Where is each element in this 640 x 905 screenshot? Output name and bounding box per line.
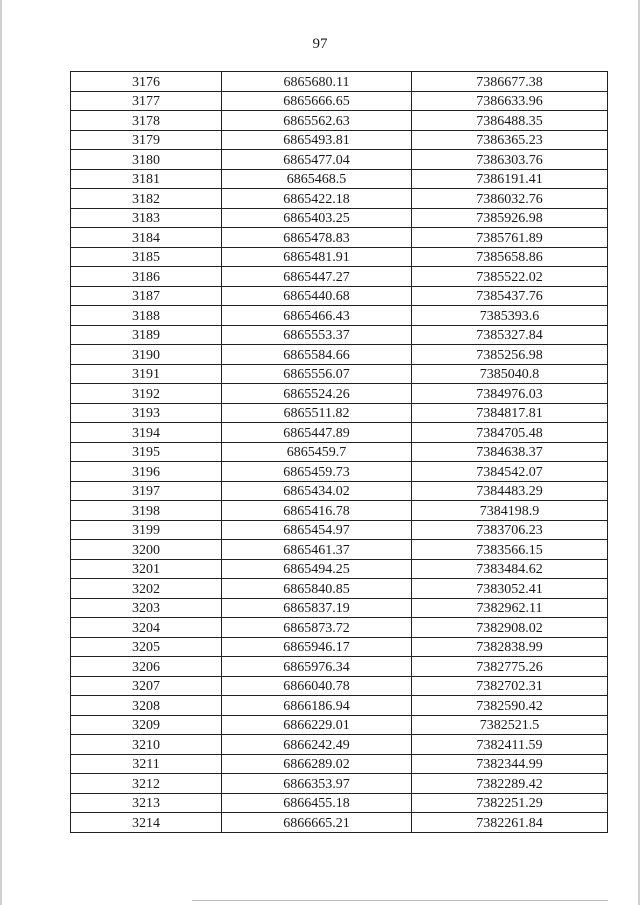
y-coordinate-cell: 7382521.5: [412, 715, 608, 735]
table-row: [71, 91, 608, 111]
table-row: [71, 520, 608, 540]
table-row: [71, 345, 608, 365]
table-row: [71, 579, 608, 599]
table-row: [71, 462, 608, 482]
y-coordinate-cell: 7383052.41: [412, 579, 608, 599]
point-number-cell: 3201: [71, 559, 222, 579]
table-row: [71, 423, 608, 443]
x-coordinate-cell: 6866186.94: [222, 696, 412, 716]
table-row: [71, 364, 608, 384]
x-coordinate-cell: 6866353.97: [222, 774, 412, 794]
point-number-cell: 3213: [71, 793, 222, 813]
table-row: [71, 130, 608, 150]
y-coordinate-cell: 7383706.23: [412, 520, 608, 540]
table-row: [71, 754, 608, 774]
table-row: [71, 735, 608, 755]
y-coordinate-cell: 7386191.41: [412, 169, 608, 189]
point-number-cell: 3176: [71, 72, 222, 92]
x-coordinate-cell: 6865946.17: [222, 637, 412, 657]
y-coordinate-cell: 7383566.15: [412, 540, 608, 560]
point-number-cell: 3193: [71, 403, 222, 423]
y-coordinate-cell: 7385393.6: [412, 306, 608, 326]
x-coordinate-cell: 6866289.02: [222, 754, 412, 774]
y-coordinate-cell: 7386633.96: [412, 91, 608, 111]
y-coordinate-cell: 7386365.23: [412, 130, 608, 150]
table-row: [71, 403, 608, 423]
point-number-cell: 3195: [71, 442, 222, 462]
x-coordinate-cell: 6865556.07: [222, 364, 412, 384]
x-coordinate-cell: 6866665.21: [222, 813, 412, 833]
y-coordinate-cell: 7382838.99: [412, 637, 608, 657]
y-coordinate-cell: 7384705.48: [412, 423, 608, 443]
point-number-cell: 3208: [71, 696, 222, 716]
x-coordinate-cell: 6866455.18: [222, 793, 412, 813]
y-coordinate-cell: 7385522.02: [412, 267, 608, 287]
y-coordinate-cell: 7382261.84: [412, 813, 608, 833]
y-coordinate-cell: 7385256.98: [412, 345, 608, 365]
x-coordinate-cell: 6865524.26: [222, 384, 412, 404]
x-coordinate-cell: 6865461.37: [222, 540, 412, 560]
y-coordinate-cell: 7382251.29: [412, 793, 608, 813]
x-coordinate-cell: 6866229.01: [222, 715, 412, 735]
point-number-cell: 3210: [71, 735, 222, 755]
table-row: [71, 481, 608, 501]
y-coordinate-cell: 7385761.89: [412, 228, 608, 248]
point-number-cell: 3198: [71, 501, 222, 521]
y-coordinate-cell: 7384976.03: [412, 384, 608, 404]
x-coordinate-cell: 6865511.82: [222, 403, 412, 423]
table-row: [71, 228, 608, 248]
y-coordinate-cell: 7382590.42: [412, 696, 608, 716]
x-coordinate-cell: 6865434.02: [222, 481, 412, 501]
point-number-cell: 3209: [71, 715, 222, 735]
x-coordinate-cell: 6865454.97: [222, 520, 412, 540]
x-coordinate-cell: 6865416.78: [222, 501, 412, 521]
table-row: [71, 696, 608, 716]
point-number-cell: 3180: [71, 150, 222, 170]
y-coordinate-cell: 7384483.29: [412, 481, 608, 501]
x-coordinate-cell: 6865403.25: [222, 208, 412, 228]
table-row: [71, 559, 608, 579]
table-row: [71, 286, 608, 306]
point-number-cell: 3205: [71, 637, 222, 657]
point-number-cell: 3197: [71, 481, 222, 501]
point-number-cell: 3212: [71, 774, 222, 794]
y-coordinate-cell: 7382775.26: [412, 657, 608, 677]
point-number-cell: 3214: [71, 813, 222, 833]
x-coordinate-cell: 6865478.83: [222, 228, 412, 248]
table-row: [71, 793, 608, 813]
point-number-cell: 3192: [71, 384, 222, 404]
table-row: [71, 208, 608, 228]
point-number-cell: 3185: [71, 247, 222, 267]
y-coordinate-cell: 7384817.81: [412, 403, 608, 423]
x-coordinate-cell: 6865440.68: [222, 286, 412, 306]
point-number-cell: 3200: [71, 540, 222, 560]
table-row: [71, 774, 608, 794]
point-number-cell: 3186: [71, 267, 222, 287]
y-coordinate-cell: 7384542.07: [412, 462, 608, 482]
table-row: [71, 111, 608, 131]
y-coordinate-cell: 7386303.76: [412, 150, 608, 170]
coordinates-table-body: [71, 72, 608, 833]
y-coordinate-cell: 7382962.11: [412, 598, 608, 618]
point-number-cell: 3194: [71, 423, 222, 443]
y-coordinate-cell: 7386677.38: [412, 72, 608, 92]
y-coordinate-cell: 7382411.59: [412, 735, 608, 755]
table-row: [71, 267, 608, 287]
y-coordinate-cell: 7384638.37: [412, 442, 608, 462]
table-row: [71, 501, 608, 521]
y-coordinate-cell: 7382289.42: [412, 774, 608, 794]
table-row: [71, 442, 608, 462]
point-number-cell: 3203: [71, 598, 222, 618]
y-coordinate-cell: 7386488.35: [412, 111, 608, 131]
x-coordinate-cell: 6865837.19: [222, 598, 412, 618]
y-coordinate-cell: 7385327.84: [412, 325, 608, 345]
table-row: [71, 657, 608, 677]
y-coordinate-cell: 7385658.86: [412, 247, 608, 267]
point-number-cell: 3177: [71, 91, 222, 111]
x-coordinate-cell: 6865584.66: [222, 345, 412, 365]
coordinates-table: [70, 71, 608, 833]
point-number-cell: 3207: [71, 676, 222, 696]
point-number-cell: 3202: [71, 579, 222, 599]
x-coordinate-cell: 6865466.43: [222, 306, 412, 326]
point-number-cell: 3187: [71, 286, 222, 306]
y-coordinate-cell: 7384198.9: [412, 501, 608, 521]
point-number-cell: 3211: [71, 754, 222, 774]
point-number-cell: 3184: [71, 228, 222, 248]
point-number-cell: 3189: [71, 325, 222, 345]
y-coordinate-cell: 7385437.76: [412, 286, 608, 306]
x-coordinate-cell: 6865553.37: [222, 325, 412, 345]
table-row: [71, 384, 608, 404]
page-edge-left: [0, 0, 2, 905]
table-row: [71, 247, 608, 267]
point-number-cell: 3204: [71, 618, 222, 638]
table-row: [71, 676, 608, 696]
x-coordinate-cell: 6865447.89: [222, 423, 412, 443]
x-coordinate-cell: 6865459.73: [222, 462, 412, 482]
table-row: [71, 540, 608, 560]
point-number-cell: 3190: [71, 345, 222, 365]
table-row: [71, 189, 608, 209]
point-number-cell: 3178: [71, 111, 222, 131]
table-row: [71, 306, 608, 326]
y-coordinate-cell: 7385040.8: [412, 364, 608, 384]
x-coordinate-cell: 6865422.18: [222, 189, 412, 209]
y-coordinate-cell: 7382702.31: [412, 676, 608, 696]
table-row: [71, 72, 608, 92]
y-coordinate-cell: 7382344.99: [412, 754, 608, 774]
point-number-cell: 3183: [71, 208, 222, 228]
point-number-cell: 3179: [71, 130, 222, 150]
y-coordinate-cell: 7383484.62: [412, 559, 608, 579]
page-number: 97: [312, 36, 328, 52]
point-number-cell: 3182: [71, 189, 222, 209]
point-number-cell: 3181: [71, 169, 222, 189]
point-number-cell: 3206: [71, 657, 222, 677]
x-coordinate-cell: 6865840.85: [222, 579, 412, 599]
x-coordinate-cell: 6866040.78: [222, 676, 412, 696]
x-coordinate-cell: 6865494.25: [222, 559, 412, 579]
x-coordinate-cell: 6866242.49: [222, 735, 412, 755]
x-coordinate-cell: 6865447.27: [222, 267, 412, 287]
x-coordinate-cell: 6865459.7: [222, 442, 412, 462]
x-coordinate-cell: 6865666.65: [222, 91, 412, 111]
x-coordinate-cell: 6865873.72: [222, 618, 412, 638]
x-coordinate-cell: 6865477.04: [222, 150, 412, 170]
table-row: [71, 618, 608, 638]
point-number-cell: 3199: [71, 520, 222, 540]
x-coordinate-cell: 6865481.91: [222, 247, 412, 267]
table-row: [71, 325, 608, 345]
x-coordinate-cell: 6865976.34: [222, 657, 412, 677]
table-row: [71, 813, 608, 833]
x-coordinate-cell: 6865680.11: [222, 72, 412, 92]
x-coordinate-cell: 6865562.63: [222, 111, 412, 131]
table-row: [71, 598, 608, 618]
table-row: [71, 169, 608, 189]
y-coordinate-cell: 7382908.02: [412, 618, 608, 638]
y-coordinate-cell: 7386032.76: [412, 189, 608, 209]
bottom-rule: [192, 900, 608, 901]
y-coordinate-cell: 7385926.98: [412, 208, 608, 228]
point-number-cell: 3196: [71, 462, 222, 482]
x-coordinate-cell: 6865493.81: [222, 130, 412, 150]
table-row: [71, 150, 608, 170]
x-coordinate-cell: 6865468.5: [222, 169, 412, 189]
table-row: [71, 715, 608, 735]
point-number-cell: 3191: [71, 364, 222, 384]
table-row: [71, 637, 608, 657]
point-number-cell: 3188: [71, 306, 222, 326]
